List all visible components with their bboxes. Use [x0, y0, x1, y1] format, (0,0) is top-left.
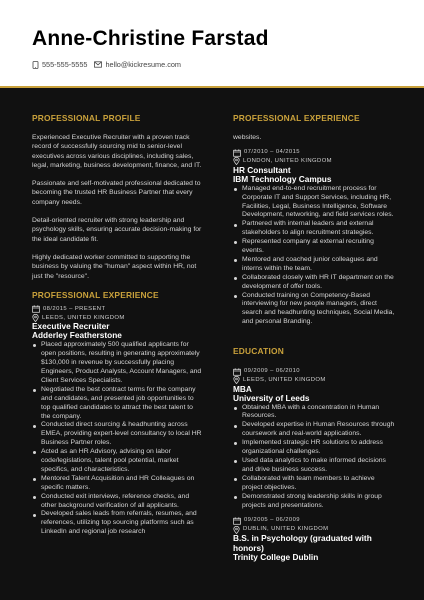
phone-text: 555-555-5555: [42, 60, 88, 69]
job-location-text: LEEDS, UNITED KINGDOM: [42, 314, 125, 321]
job-dates-text: 08/2015 – PRESENT: [43, 305, 106, 312]
list-item: Mentored Talent Acquisition and HR Colleagues on specific matters.: [32, 475, 204, 493]
job-title: Executive Recruiter: [32, 321, 110, 332]
profile-paragraph: Highly dedicated worker committed to supporting the business by valuing the "human" aspect within HR, not just the "resource".: [32, 253, 197, 280]
job-dates-text: 07/2010 – 04/2015: [244, 149, 300, 156]
job-dates: [233, 148, 395, 157]
header-band: [0, 0, 424, 86]
list-item: Placed approximately 500 qualified applicants for open positions, resulting in generating approximately $130,000 in revenue by successfully placing Engineers, Product Analysts, Account Managers, and Client Services Specialists.: [32, 341, 204, 386]
degree-title: B.S. in Psychology (graduated with honors): [233, 533, 372, 553]
job-entry: [32, 305, 204, 537]
email-text: hello@kickresume.com: [105, 60, 181, 69]
profile-section: [32, 133, 204, 281]
profile-paragraph: Experienced Executive Recruiter with a proven track record of successfully sourcing mid to senior-level executives across various disciplines, including sales, legal, marketing, business development, finance, and IT.: [32, 134, 202, 169]
education-location-text: LEEDS, UNITED KINGDOM: [243, 376, 326, 383]
contact-phone[interactable]: [32, 60, 87, 69]
list-item: Negotiated the best contract terms for the company and candidates, and presented job opportunities to top qualified candidates to attract the best talent to the company.: [32, 386, 204, 422]
list-item: Demonstrated strong leadership skills in group projects and presentations.: [233, 493, 395, 511]
phone-icon: [32, 61, 39, 69]
list-item: Used data analytics to make informed decisions and drive business success.: [233, 457, 395, 475]
school-name: University of Leeds: [233, 392, 310, 403]
list-item: Obtained MBA with a concentration in Human Resources.: [233, 404, 395, 422]
education-bullets: [233, 404, 395, 511]
list-item: Conducted direct sourcing & headhunting across EMEA, providing expert-level consultancy to local HR Business Partner roles.: [32, 421, 204, 448]
experience-section-title: PROFESSIONAL EXPERIENCE: [32, 289, 159, 300]
education-location: [233, 376, 395, 385]
education-entry: [233, 516, 395, 563]
job-company: IBM Technology Campus: [233, 173, 332, 184]
list-item: Represented company at external recruiting events.: [233, 238, 395, 256]
list-item: Implemented strategic HR solutions to address organizational challenges.: [233, 439, 395, 457]
education-dates-text: 09/2009 – 06/2010: [244, 368, 300, 375]
job-location-text: LONDON, UNITED KINGDOM: [243, 158, 332, 165]
continuation-text: websites.: [233, 134, 262, 141]
right-column: [233, 113, 395, 563]
list-item: Collaborated closely with HR IT department on the development of offer tools.: [233, 274, 395, 292]
education-dates: [233, 516, 395, 525]
education-dates-text: 09/2005 – 06/2009: [244, 517, 300, 524]
education-dates: [233, 367, 395, 376]
job-title: HR Consultant: [233, 164, 291, 175]
list-item: Partnered with internal leaders and external stakeholders to align recruitment strategies.: [233, 220, 395, 238]
list-item: Conducted exit interviews, reference checks, and other background verification of all applicants.: [32, 493, 204, 511]
job-entry: [233, 148, 395, 327]
list-item: Collaborated with team members to achieve project objectives.: [233, 475, 395, 493]
job-company: Adderley Featherstone: [32, 330, 122, 341]
profile-paragraph: Passionate and self-motivated professional dedicated to becoming the trusted HR Business Partner that every company needs.: [32, 180, 201, 206]
education-section-title: EDUCATION: [233, 346, 284, 357]
profile-section-title: PROFESSIONAL PROFILE: [32, 113, 141, 123]
experience-continued-title: PROFESSIONAL EXPERIENCE: [233, 113, 360, 123]
education-entry: [233, 367, 395, 510]
list-item: Mentored and coached junior colleagues and interns within the team.: [233, 256, 395, 274]
calendar-icon: [233, 149, 241, 157]
calendar-icon: [233, 368, 241, 376]
school-name: Trinity College Dublin: [233, 552, 319, 563]
calendar-icon: [32, 305, 40, 313]
contact-email[interactable]: [94, 60, 181, 69]
mail-icon: [94, 61, 102, 68]
list-item: Acted as an HR Advisory, advising on labor code/legislations, talent pool potential, market specifics, and characteristics.: [32, 448, 204, 475]
education-location-text: DUBLIN, UNITED KINGDOM: [243, 526, 329, 533]
calendar-icon: [233, 517, 241, 525]
candidate-name: Anne-Christine Farstad: [32, 27, 269, 50]
list-item: Conducted training on Competency-Based interviewing for new people managers, direct search and headhunting techniques, Social Media, and personal Branding.: [233, 292, 395, 328]
profile-paragraph: Detail-oriented recruiter with strong leadership and psychology skills, ensuring accurate decision-making for the ideal candidate fit.: [32, 217, 202, 243]
list-item: Developed sales leads from referrals, resumes, and references, utilizing top sourcing platforms such as LinkedIn and regional job research: [32, 510, 204, 537]
job-dates: [32, 305, 204, 314]
contact-row: [32, 60, 188, 69]
job-bullets: [233, 185, 395, 328]
left-column: [32, 113, 204, 537]
degree-title: MBA: [233, 383, 252, 394]
list-item: Developed expertise in Human Resources through coursework and real-world applications.: [233, 421, 395, 439]
list-item: Managed end-to-end recruitment process for Corporate IT and Support Services, including HR, Facilities, Legal, Business Intelligence, Software Development, networking, and field services roles.: [233, 185, 395, 221]
job-bullets: [32, 341, 204, 537]
header-divider: [0, 86, 424, 88]
